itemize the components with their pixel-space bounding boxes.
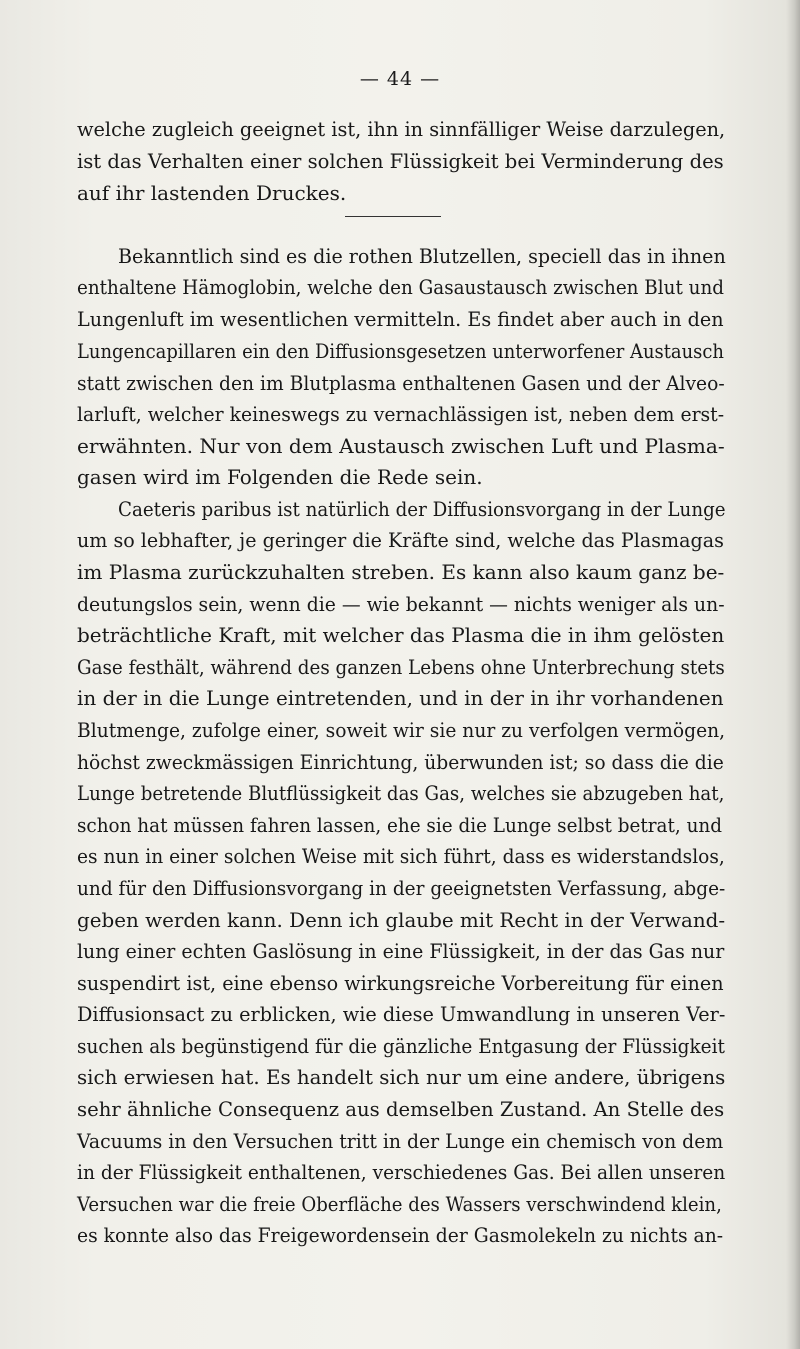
text-line: auf ihr lastenden Druckes. <box>77 181 347 205</box>
text-line: erwähnten. Nur von dem Austausch zwischen Luft und Plasma- <box>77 434 725 458</box>
text-line: um so lebhafter, je geringer die Kräfte sind, welche das Plasmagas <box>77 528 724 552</box>
text-line: in der in die Lunge eintretenden, und in der in ihr vorhandenen <box>77 686 724 710</box>
text-line: suspendirt ist, eine ebenso wirkungsreiche Vorbereitung für einen <box>77 971 724 995</box>
text-line: ist das Verhalten einer solchen Flüssigkeit bei Verminderung des <box>77 149 724 173</box>
text-line: es nun in einer solchen Weise mit sich führt, dass es widerstandslos, <box>77 844 725 868</box>
text-line: deutungslos sein, wenn die — wie bekannt — nichts weniger als un- <box>77 592 725 616</box>
text-line: gasen wird im Folgenden die Rede sein. <box>77 465 483 489</box>
text-line: höchst zweckmässigen Einrichtung, überwunden ist; so dass die die <box>77 750 724 774</box>
text-line: Lungenluft im wesentlichen vermitteln. Es findet aber auch in den <box>77 307 724 331</box>
text-line: geben werden kann. Denn ich glaube mit Recht in der Verwand- <box>77 908 726 932</box>
text-line: Diffusionsact zu erblicken, wie diese Umwandlung in unseren Ver- <box>77 1002 726 1026</box>
text-line: suchen als begünstigend für die gänzliche Entgasung der Flüssigkeit <box>77 1034 725 1058</box>
text-line: und für den Diffusionsvorgang in der geeignetsten Verfassung, abge- <box>77 876 726 900</box>
text-line: im Plasma zurückzuhalten streben. Es kann also kaum ganz be- <box>77 560 725 584</box>
text-line: Vacuums in den Versuchen tritt in der Lunge ein chemisch von dem <box>77 1129 724 1153</box>
text-line: beträchtliche Kraft, mit welcher das Plasma die in ihm gelösten <box>77 623 725 647</box>
text-line: enthaltene Hämoglobin, welche den Gasaustausch zwischen Blut und <box>77 275 724 299</box>
text-line: sich erwiesen hat. Es handelt sich nur um eine andere, übrigens <box>77 1065 726 1089</box>
text-line: in der Flüssigkeit enthaltenen, verschiedenes Gas. Bei allen unseren <box>77 1160 726 1184</box>
text-line: Bekanntlich sind es die rothen Blutzellen, speciell das in ihnen <box>118 244 726 268</box>
text-line: larluft, welcher keineswegs zu vernachlässigen ist, neben dem erst- <box>77 402 725 426</box>
text-line: welche zugleich geeignet ist, ihn in sinnfälliger Weise darzulegen, <box>77 117 726 141</box>
text-line: Versuchen war die freie Oberfläche des Wassers verschwindend klein, <box>77 1192 722 1216</box>
text-line: schon hat müssen fahren lassen, ehe sie die Lunge selbst betrat, und <box>77 813 723 837</box>
text-line: Gase festhält, während des ganzen Lebens ohne Unterbrechung stets <box>77 655 725 679</box>
text-line: Lunge betretende Blutflüssigkeit das Gas, welches sie abzugeben hat, <box>77 781 725 805</box>
section-divider <box>345 216 441 217</box>
text-line: Caeteris paribus ist natürlich der Diffusionsvorgang in der Lunge <box>118 497 726 521</box>
text-line: Blutmenge, zufolge einer, soweit wir sie nur zu verfolgen vermögen, <box>77 718 726 742</box>
page-spine-shadow <box>786 0 800 1349</box>
text-line: Lungencapillaren ein den Diffusionsgesetzen unterworfener Austausch <box>77 339 724 363</box>
page-number: — 44 — <box>359 68 441 90</box>
text-line: es konnte also das Freigewordensein der Gasmolekeln zu nichts an- <box>77 1223 724 1247</box>
text-line: sehr ähnliche Consequenz aus demselben Zustand. An Stelle des <box>77 1097 725 1121</box>
text-line: lung einer echten Gaslösung in eine Flüssigkeit, in der das Gas nur <box>77 939 725 963</box>
text-line: statt zwischen den im Blutplasma enthaltenen Gasen und der Alveo- <box>77 371 725 395</box>
